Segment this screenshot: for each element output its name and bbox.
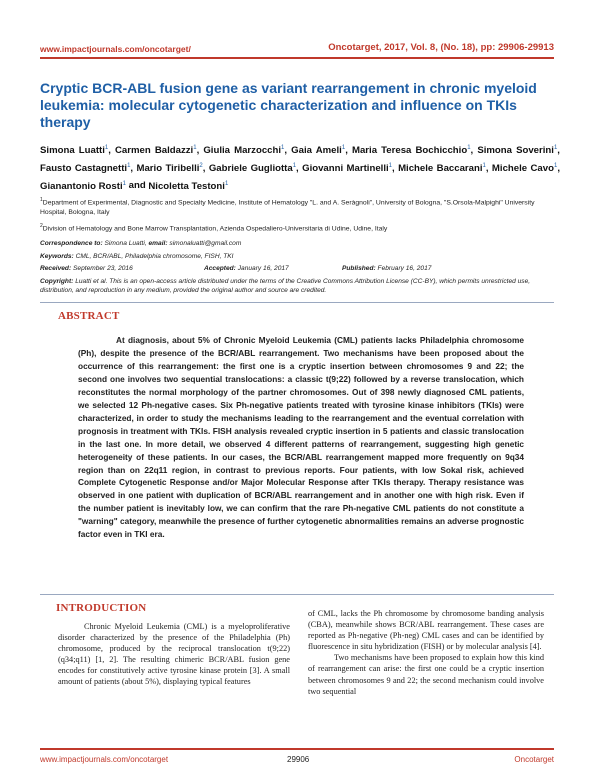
author-affiliation-number: 1 [127, 162, 131, 169]
affiliation-1 [40, 196, 560, 217]
author [209, 163, 296, 174]
author-affiliation-number: 1 [553, 145, 558, 151]
author-name: Michele Baccarani [398, 162, 483, 174]
author-name: Simona Luatti [40, 145, 105, 157]
footer-journal-url[interactable]: www.impactjournals.com/oncotarget [40, 755, 169, 764]
accepted-date: Accepted: January 16, 2017 [204, 265, 289, 272]
left-column [58, 621, 290, 688]
author [302, 163, 392, 174]
author-affiliation-number: 1 [553, 162, 558, 169]
correspondence-label: Correspondence to: [40, 240, 103, 247]
author-name: Michele Cavo [491, 162, 554, 174]
author [148, 181, 228, 192]
dates-row [40, 265, 560, 275]
author [115, 145, 197, 156]
email-label: email: [148, 240, 168, 247]
published-date: Published: February 16, 2017 [342, 265, 432, 272]
author-affiliation-number: 1 [467, 145, 471, 151]
author [40, 181, 126, 192]
author-name: Gaia Ameli [291, 145, 342, 157]
paper-title: Cryptic BCR-ABL fusion gene as variant rearrangement in chronic myeloid leukemia: molecular cytogenetic characterization and influence on TKIs therapy [40, 80, 537, 130]
right-column [308, 608, 544, 697]
author-name: Gabriele Gugliotta [208, 162, 293, 174]
header-journal-url[interactable]: www.impactjournals.com/oncotarget/ [40, 44, 191, 54]
copyright-label: Copyright: [40, 278, 74, 285]
author-name: Simona Soverini [477, 145, 554, 157]
author-name: Nicoletta Testoni [148, 180, 225, 192]
author-affiliation-number: 1 [388, 162, 392, 169]
author [203, 145, 284, 156]
author [492, 163, 557, 174]
affiliation-2-number: 2 [40, 223, 43, 229]
correspondence-name: Simona Luatti, [104, 240, 147, 247]
author [477, 145, 557, 156]
author-affiliation-number: 1 [482, 162, 486, 169]
copyright-text: Luatti et al. This is an open-access article distributed under the terms of the Creative Commons Attribution License (CC-BY), which permits unrestricted use, distribution, and reproduction in any medium, provided the original author and source are credited. [40, 278, 531, 294]
correspondence-email[interactable]: simonaluatti@gmail.com [169, 240, 242, 247]
affiliation-2 [40, 222, 560, 234]
author [352, 145, 471, 156]
header-citation: Oncotarget, 2017, Vol. 8, (No. 18), pp: 29906-29913 [328, 42, 554, 53]
author-name: Giovanni Martinelli [302, 162, 389, 174]
author-affiliation-number: 1 [341, 145, 346, 151]
keywords-label: Keywords: [40, 253, 74, 260]
author-affiliation-number: 1 [292, 162, 297, 169]
introduction-heading: INTRODUCTION [56, 602, 147, 614]
author-list: Simona Luatti$^1$, Carmen Baldazzi$^1$, Giulia Marzocchi$^1$, Gaia Ameli$^1$, Maria Teresa Bochicchio$^1$, Simona Soverini$^1$, Fausto Castagnetti$^1$, Mario Tiribelli$^2$, Gabriele Gugliotta$^1$, Giovanni Martinelli$^1$, Michele Baccarani$^1$, Michele Cavo$^1$, Gianantonio Rosti$^1$ and Nicoletta Testoni$^1$ [40, 145, 560, 192]
author-name: Maria Teresa Bochicchio [351, 145, 468, 157]
abstract-text: At diagnosis, about 5% of Chronic Myeloid Leukemia (CML) patients lacks Philadelphia chromosome (Ph), despite the presence of the BCR/ABL rearrangement. Two mechanisms have been proposed about the occurrence of this rearrangement: the first one is a cryptic insertion between chromosomes 9 and 22; the second one involves two sequential translocations: a classic t(9;22) followed by a reverse translocation, which reconstitutes the normal morphology of the partner chromosomes. Out of 398 newly diagnosed CML patients, we selected 12 Ph-negative cases. Six Ph-negative patients treated with tyrosine kinase inhibitors (TKIs) were characterized, in order to study the mechanisms leading to the rearrangement and the eventual correlation with prognosis in treatment with TKIs. FISH analysis revealed cryptic insertion in 5 patients and classic translocation in the last one. In more detail, we observed 4 different patterns of rearrangement, suggesting high genetic heterogeneity of these patients. In our cases, the BCR/ABL rearrangement mapped more frequently on 9q34 region than on 22q11 region, in contrast to previous reports. Four patients, with low Sokal risk, achieved Complete Cytogenetic Response and/or Major Molecular Response after TKIs therapy. Therapy resistance was observed in one patient with duplication of BCR/ABL rearrangement and in another one with high risk. Even if the number patient is inevitably low, we can confirm that the rare Ph-negative CML patients do not constitute a "warning" category, meanwhile the presence of further cytogenetic abnormalities remains an adverse prognostic factor even in TKI era. [78, 335, 524, 540]
footer-journal-name: Oncotarget [514, 755, 554, 764]
page-number: 29906 [287, 755, 310, 764]
affiliation-2-text: Division of Hematology and Bone Marrow Transplantation, Azienda Ospedaliero-Universitaria di Udine, Udine, Italy [42, 225, 388, 233]
intro-paragraph-2: Two mechanisms have been proposed to explain how this kind of rearrangement can arise: the first one could be a cryptic insertion between chromosomes 9 and 22; the second mechanism could involve two sequential [308, 653, 544, 696]
author-name: Giulia Marzocchi [203, 145, 282, 157]
author-name: Carmen Baldazzi [115, 145, 194, 157]
affiliation-1-text: Department of Experimental, Diagnostic and Specialty Medicine, Institute of Hematology "L. and A. Seràgnoli", University of Bologna, "S.Orsola-Malpighi" University Hospital, Bologna, Italy [40, 199, 535, 216]
author-affiliation-number: 1 [104, 145, 109, 151]
meta-divider [40, 302, 554, 303]
header-divider [40, 57, 554, 59]
received-date: Received: September 23, 2016 [40, 265, 133, 272]
author-affiliation-number: 1 [224, 180, 229, 187]
author [40, 163, 130, 174]
abstract-divider [40, 594, 554, 595]
author-affiliation-number: 1 [122, 180, 126, 187]
author [40, 145, 108, 156]
author-affiliation-number: 1 [281, 145, 285, 151]
author-affiliation-number: 1 [193, 145, 197, 151]
copyright [40, 277, 560, 295]
author-name: Gianantonio Rosti [40, 180, 123, 192]
intro-paragraph-1-cont: of CML, lacks the Ph chromosome by chromosome banding analysis (CBA), meanwhile shows BCR/ABL rearrangement. These cases are reported as Ph-negative (Ph-neg) CML cases and can be identified by fluorescence in situ hybridization (FISH) or by molecular analysis [4]. [308, 609, 544, 652]
author-affiliation-number: 2 [199, 162, 203, 169]
footer-divider [40, 748, 554, 750]
abstract-heading: ABSTRACT [58, 310, 120, 322]
author-name: Mario Tiribelli [136, 162, 200, 174]
keywords [40, 252, 560, 261]
author-name: Fausto Castagnetti [40, 162, 128, 174]
intro-paragraph-1: Chronic Myeloid Leukemia (CML) is a myeloproliferative disorder characterized by the presence of the Philadelphia (Ph) chromosome, produced by the reciprocal translocation t(9;22)(q34;q11) [1, 2]. The resulting chimeric BCR/ABL fusion gene encodes for constitutively active tyrosine kinase protein [3]. A small amount of patients (about 5%), displaying typical features [58, 622, 290, 687]
keywords-text: CML, BCR/ABL, Philadelphia chromosome, FISH, TKI [75, 253, 234, 260]
author [291, 145, 345, 156]
affiliation-1-number: 1 [40, 197, 43, 203]
author [398, 163, 486, 174]
correspondence [40, 239, 560, 248]
author [136, 163, 202, 174]
